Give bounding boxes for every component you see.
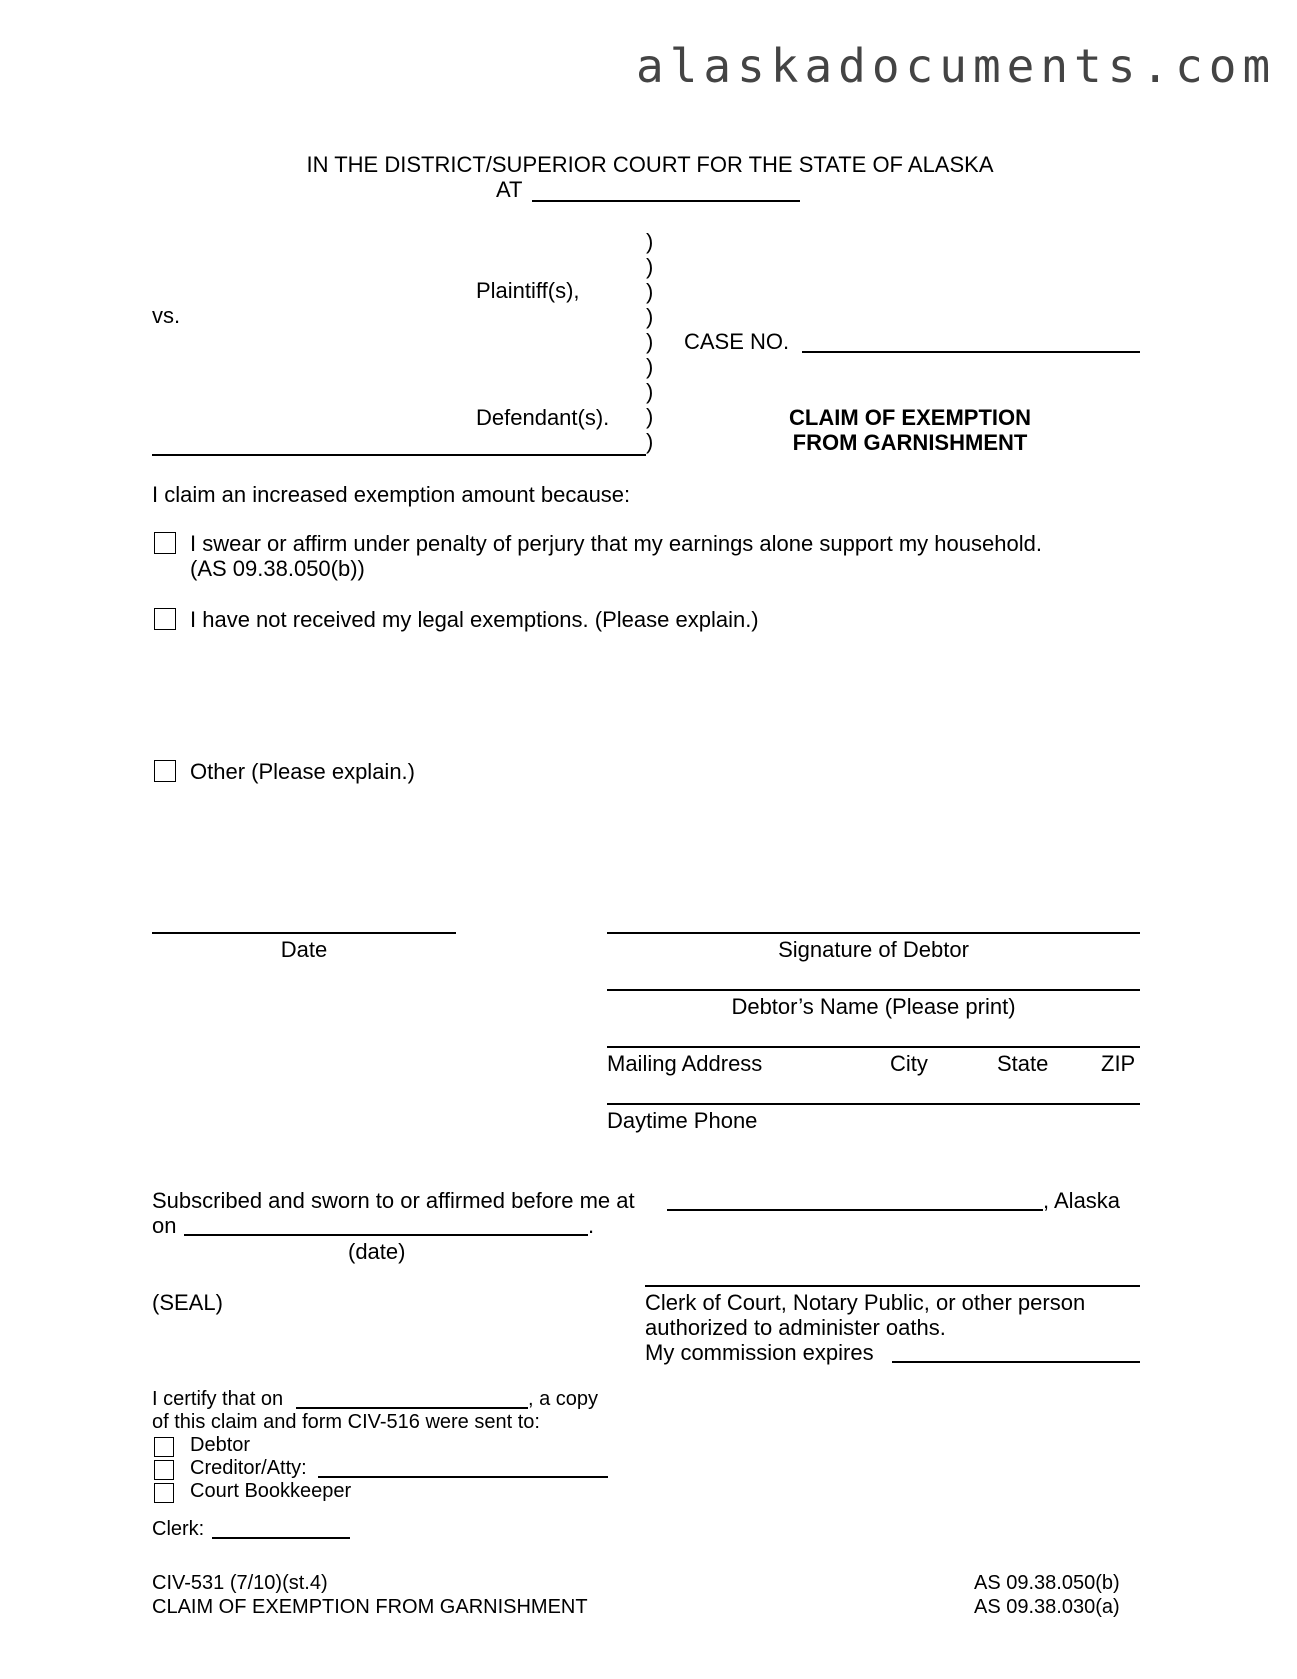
plaintiff-label: Plaintiff(s), — [476, 278, 580, 303]
court-heading: IN THE DISTRICT/SUPERIOR COURT FOR THE STATE OF ALASKA — [306, 152, 994, 177]
clerk-title-line1: Clerk of Court, Notary Public, or other person — [645, 1290, 1086, 1315]
form-footer-title: CLAIM OF EXEMPTION FROM GARNISHMENT — [152, 1596, 588, 1618]
option-earnings-statute: (AS 09.38.050(b)) — [190, 556, 365, 581]
paren: ) — [646, 379, 654, 404]
paren: ) — [646, 279, 654, 304]
no-exemptions-checkbox[interactable] — [154, 608, 176, 630]
certify-line2: of this claim and form CIV-516 were sent to: — [152, 1411, 540, 1433]
mailing-address-field[interactable] — [607, 1046, 1140, 1048]
mailing-address-label: Mailing Address — [607, 1051, 763, 1076]
at-label: AT — [496, 177, 523, 202]
signature-label: Signature of Debtor — [778, 937, 969, 962]
city-label: City — [890, 1051, 928, 1076]
option-other-text: Other (Please explain.) — [190, 759, 415, 784]
state-label: State — [997, 1051, 1049, 1076]
oath-text: Subscribed and sworn to or affirmed before me at — [152, 1188, 635, 1213]
bookkeeper-checkbox[interactable] — [154, 1483, 174, 1503]
oath-on-label: on — [152, 1213, 177, 1238]
case-no-label: CASE NO. — [684, 329, 790, 354]
location-field[interactable] — [532, 200, 800, 202]
debtor-name-label: Debtor’s Name (Please print) — [731, 994, 1016, 1019]
paren: ) — [646, 229, 654, 254]
creditor-checkbox[interactable] — [154, 1460, 174, 1480]
creditor-name-field[interactable] — [318, 1476, 608, 1478]
commission-label: My commission expires — [645, 1340, 874, 1365]
oath-date-label: (date) — [348, 1239, 406, 1264]
certify-copy-text: , a copy — [528, 1388, 599, 1410]
debtor-label: Debtor — [190, 1434, 251, 1456]
paren: ) — [646, 304, 654, 329]
oath-date-field[interactable] — [184, 1234, 588, 1236]
phone-label: Daytime Phone — [607, 1108, 758, 1133]
oath-alaska-text: , Alaska — [1043, 1188, 1121, 1213]
debtor-name-field[interactable] — [607, 989, 1140, 991]
paren: ) — [646, 354, 654, 379]
bookkeeper-label: Court Bookkeeper — [190, 1480, 352, 1502]
vs-label: vs. — [152, 303, 181, 328]
seal-label: (SEAL) — [152, 1290, 223, 1315]
oath-location-field[interactable] — [667, 1209, 1043, 1211]
clerk-title-line2: authorized to administer oaths. — [645, 1315, 946, 1340]
earnings-support-checkbox[interactable] — [154, 532, 176, 554]
certify-text: I certify that on — [152, 1388, 284, 1410]
case-number-field[interactable] — [802, 351, 1140, 353]
intro-text: I claim an increased exemption amount because: — [152, 482, 631, 507]
paren: ) — [646, 404, 654, 429]
date-label: Date — [280, 937, 328, 962]
paren: ) — [646, 329, 654, 354]
form-id: CIV-531 (7/10)(st.4) — [152, 1572, 328, 1594]
commission-date-field[interactable] — [892, 1361, 1140, 1363]
clerk-label: Clerk: — [152, 1518, 205, 1540]
zip-label: ZIP — [1101, 1051, 1136, 1076]
creditor-label: Creditor/Atty: — [190, 1457, 307, 1479]
statute-1: AS 09.38.050(b) — [974, 1572, 1120, 1594]
clerk-initials-field[interactable] — [212, 1537, 350, 1539]
debtor-checkbox[interactable] — [154, 1437, 174, 1457]
watermark-text: alaskadocuments.com — [636, 39, 1277, 93]
defendant-name-field[interactable] — [152, 454, 646, 456]
signature-field[interactable] — [607, 932, 1140, 934]
clerk-signature-field[interactable] — [645, 1285, 1140, 1287]
phone-field[interactable] — [607, 1103, 1140, 1105]
oath-period: . — [588, 1213, 595, 1238]
other-checkbox[interactable] — [154, 760, 176, 782]
paren: ) — [646, 429, 654, 454]
paren: ) — [646, 254, 654, 279]
statute-2: AS 09.38.030(a) — [974, 1596, 1120, 1618]
defendant-label: Defendant(s). — [476, 405, 610, 430]
form-title-line2: FROM GARNISHMENT — [792, 430, 1028, 455]
option-earnings-text: I swear or affirm under penalty of perjury that my earnings alone support my household. — [190, 531, 1042, 556]
form-title-line1: CLAIM OF EXEMPTION — [789, 405, 1031, 430]
date-field[interactable] — [152, 932, 456, 934]
option-no-exemptions-text: I have not received my legal exemptions. (Please explain.) — [190, 607, 759, 632]
certify-date-field[interactable] — [296, 1407, 528, 1409]
